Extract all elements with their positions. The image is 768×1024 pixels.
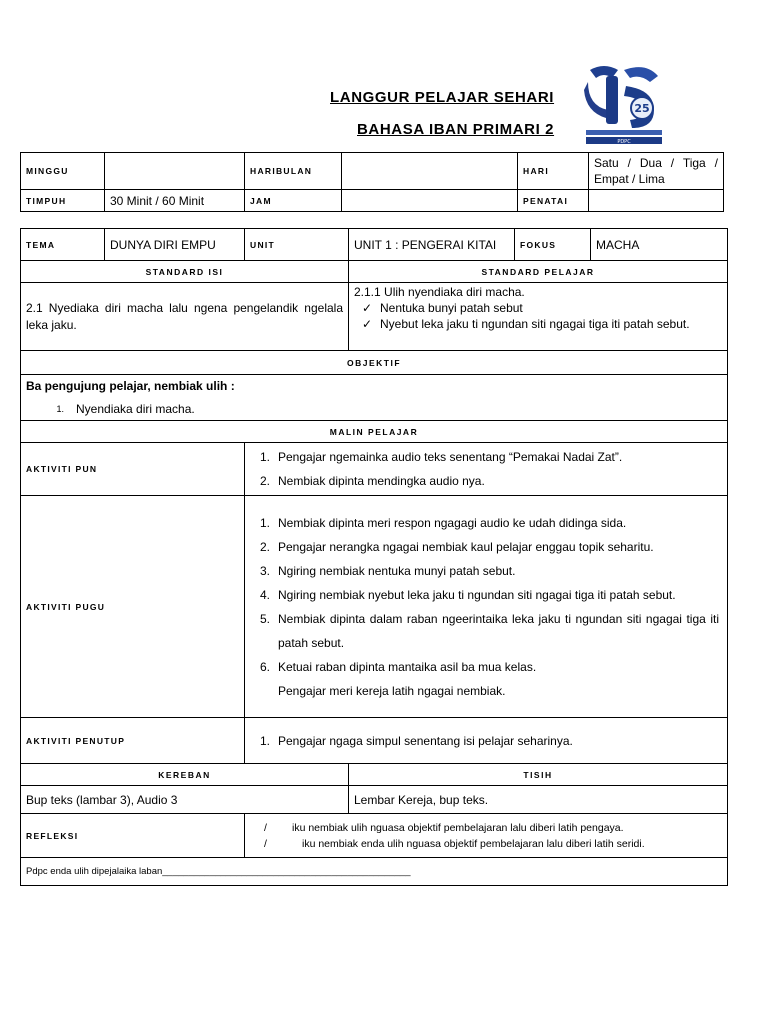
hari-label: HARI: [518, 153, 589, 190]
item-number: 2.: [259, 474, 270, 488]
refleksi-mark[interactable]: /: [264, 821, 267, 834]
aktiviti-pun-cell: [245, 443, 728, 496]
aktiviti-pun-list: [250, 445, 719, 493]
item-text: Nembiak dipinta dalam raban ngeerintaika leka jaku ti ngundan siti ngagai tiga iti patah sebut.: [278, 611, 719, 650]
item-number: 3.: [259, 563, 270, 578]
standard-pelajar-cell: [349, 283, 728, 351]
aktiviti-penutup-cell: [245, 718, 728, 764]
haribulan-field[interactable]: [342, 153, 518, 190]
logo-text: PDPC: [617, 139, 631, 145]
item-text: Ngiring nembiak nentuka munyi patah sebut.: [278, 563, 516, 578]
list-item: [250, 445, 719, 469]
hari-field[interactable]: [589, 153, 724, 190]
item-text: Nembiak dipinta mendingka audio nya.: [278, 474, 485, 488]
fokus-value: MACHA: [591, 229, 728, 261]
list-item: [26, 400, 722, 418]
standard-pelajar-list: [354, 300, 722, 332]
item-number: 1.: [259, 515, 270, 530]
jam-label: JAM: [245, 190, 342, 212]
tisih-header: TISIH: [349, 764, 728, 786]
item-text: Ngiring nembiak nyebut leka jaku ti ngundan siti ngagai tiga iti patah sebut.: [278, 587, 676, 602]
list-item: [250, 655, 719, 679]
refleksi-item: [250, 836, 722, 852]
list-item: [250, 679, 719, 703]
aktiviti-penutup-label: AKTIVITI PENUTUP: [21, 718, 245, 764]
unit-value: UNIT 1 : PENGERAI KITAI: [349, 229, 515, 261]
item-text: Pengajar nerangka ngagai nembiak kaul pelajar enggau topik seharitu.: [278, 539, 654, 554]
aktiviti-pugu-label: AKTIVITI PUGU: [21, 496, 245, 718]
tema-label: TEMA: [21, 229, 105, 261]
lesson-table: [20, 228, 728, 886]
info-table: [20, 152, 724, 212]
jam-field[interactable]: [342, 190, 518, 212]
penatai-label: PENATAI: [518, 190, 589, 212]
item-number: 5.: [259, 611, 270, 626]
check-item: ✓ Nentuka bunyi patah sebut: [380, 300, 722, 316]
objektif-list: [26, 400, 722, 418]
item-text: Pengajar ngemainka audio teks senentang “Pemakai Nadai Zat”.: [278, 450, 623, 464]
item-text: Nyendiaka diri macha.: [76, 402, 195, 416]
standard-isi-header: STANDARD ISI: [21, 261, 349, 283]
standard-pelajar-title: 2.1.1 Ulih nyendiaka diri macha.: [354, 285, 525, 299]
tema-value: DUNYA DIRI EMPU: [105, 229, 245, 261]
item-number: 6.: [259, 659, 270, 674]
timpuh-field[interactable]: 30 Minit / 60 Minit: [105, 190, 245, 212]
item-number: 2.: [259, 539, 270, 554]
aktiviti-pugu-list: [250, 511, 719, 703]
pdpc-note[interactable]: Pdpc enda ulih dipejalaika laban_______________________________________________: [21, 858, 728, 886]
objektif-header: OBJEKTIF: [21, 351, 728, 375]
aktiviti-pugu-cell: [245, 496, 728, 718]
refleksi-label: REFLEKSI: [21, 814, 245, 858]
objektif-intro: Ba pengujung pelajar, nembiak ulih :: [26, 379, 235, 393]
svg-text:25: 25: [634, 102, 650, 115]
item-number: 4.: [259, 587, 270, 602]
item-number: [250, 679, 278, 703]
aktiviti-penutup-list: [250, 729, 719, 753]
refleksi-text: iku nembiak ulih nguasa objektif pembelajaran lalu diberi latih pengaya.: [292, 821, 624, 834]
fokus-label: FOKUS: [515, 229, 591, 261]
aktiviti-pun-label: AKTIVITI PUN: [21, 443, 245, 496]
hari-value-line2: Empat / Lima: [594, 172, 665, 186]
item-text: Ketuai raban dipinta mantaika asil ba mua kelas.: [278, 659, 537, 674]
timpuh-label: TIMPUH: [21, 190, 105, 212]
page-title: LANGGUR PELAJAR SEHARI: [330, 89, 555, 106]
minggu-field[interactable]: [105, 153, 245, 190]
tisih-value: Lembar Kereja, bup teks.: [349, 786, 728, 814]
list-item: [250, 511, 719, 535]
haribulan-label: HARIBULAN: [245, 153, 342, 190]
minggu-label: MINGGU: [21, 153, 105, 190]
standard-isi-text: 2.1 Nyediaka diri macha lalu ngena pengelandik ngelala leka jaku.: [21, 283, 349, 351]
list-item: [250, 559, 719, 583]
list-item: [250, 469, 719, 493]
refleksi-cell: [245, 814, 728, 858]
item-number: 1.: [56, 404, 64, 414]
kereban-header: KEREBAN: [21, 764, 349, 786]
standard-pelajar-header: STANDARD PELAJAR: [349, 261, 728, 283]
list-item: [250, 729, 719, 753]
item-text: Nembiak dipinta meri respon ngagagi audio ke udah didinga sida.: [278, 515, 627, 530]
refleksi-item: [250, 820, 722, 836]
item-number: 1.: [259, 450, 270, 464]
objektif-cell: [21, 375, 728, 421]
refleksi-mark[interactable]: /: [264, 837, 267, 850]
item-number: 1.: [259, 733, 270, 748]
hari-value-line1: Satu / Dua / Tiga /: [594, 156, 718, 170]
list-item: [250, 535, 719, 559]
unit-label: UNIT: [245, 229, 349, 261]
item-text: Pengajar ngaga simpul senentang isi pelajar seharinya.: [278, 733, 573, 748]
school-logo-icon: [584, 60, 664, 146]
check-item: ✓ Nyebut leka jaku ti ngundan siti ngagai tiga iti patah sebut.: [380, 316, 722, 332]
malin-pelajar-header: MALIN PELAJAR: [21, 421, 728, 443]
page-subtitle: BAHASA IBAN PRIMARI 2: [357, 121, 555, 138]
list-item: [250, 583, 719, 607]
item-text: Pengajar meri kereja latih ngagai nembiak.: [278, 683, 506, 698]
list-item: [250, 607, 719, 655]
kereban-value: Bup teks (lambar 3), Audio 3: [21, 786, 349, 814]
refleksi-text: iku nembiak enda ulih nguasa objektif pembelajaran lalu diberi latih seridi.: [302, 837, 645, 850]
penatai-field[interactable]: [589, 190, 724, 212]
